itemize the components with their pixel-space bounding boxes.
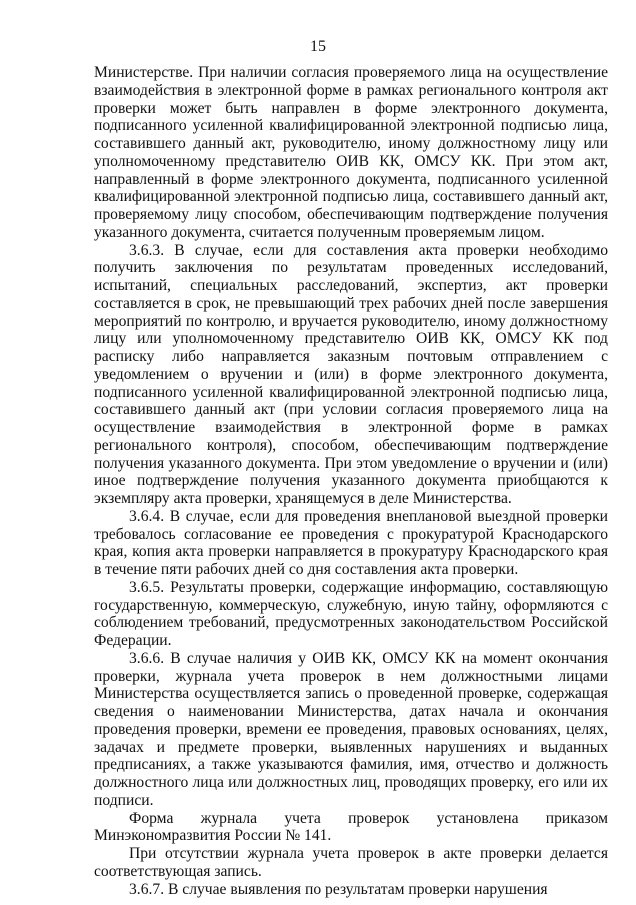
paragraph-3-6-3: 3.6.3. В случае, если для составления акта проверки необходимо получить заключения по результатам проведенных исследований, испытаний, специальных расследований, экспертиз, акт проверки составляется в срок, не превышающий трех рабочих дней после завершения мероприятий по контролю, и вручается руководителю, иному должностному лицу или уполномоченному представителю ОИВ КК, ОМСУ КК под расписку либо направляется заказным почтовым отправлением с уведомлением о вручении и (или) в форме электронного документа, подписанного усиленной квалифицированной электронной подписью лица, составившего данный акт (при условии согласия проверяемого лица на осуществление взаимодействия в электронной форме в рамках регионального контроля), способом, обеспечивающим подтверждение получения указанного документа. При этом уведомление о вручении и (или) иное подтверждение получения указанного документа приобщаются к экземпляру акта проверки, хранящемуся в деле Министерства. (94, 241, 608, 507)
form-note-word: установлена (436, 809, 519, 827)
form-note-word: проверок (348, 809, 410, 827)
form-note-continuation: Минэкономразвития России № 141. (94, 827, 332, 845)
form-note-word: учета (284, 809, 321, 827)
paragraph-3-6-6: 3.6.6. В случае наличия у ОИВ КК, ОМСУ КК на момент окончания проверки, журнала учета проверок в нем должностными лицами Министерства осуществляется запись о проведенной проверке, содержащая сведения о наименовании Министерства, датах начала и окончания проведения проверки, времени ее проведения, правовых основаниях, целях, задачах и предмете проверки, выявленных нарушениях и выданных предписаниях, а также указываются фамилия, имя, отчество и должность должностного лица или должностных лиц, проводящих проверку, его или их подписи. (94, 649, 608, 809)
form-note-word: Форма (129, 809, 174, 827)
paragraph-no-journal: При отсутствии журнала учета проверок в акте проверки делается соответствующая запись. (94, 845, 608, 880)
page-number: 15 (310, 38, 326, 55)
form-note-word: приказом (545, 809, 608, 827)
paragraph-3-6-5: 3.6.5. Результаты проверки, содержащие информацию, составляющую государственную, коммерческую, служебную, иную тайну, оформляются с соблюдением требований, предусмотренных законодательством Российской Федерации. (94, 578, 608, 649)
document-body (94, 64, 608, 898)
paragraph-continuation: Министерстве. При наличии согласия проверяемого лица на осуществление взаимодействия в электронной форме в рамках регионального контроля акт проверки может быть направлен в форме электронного документа, подписанного усиленной квалифицированной электронной подписью лица, составившего данный акт, руководителю, иному должностному лицу или уполномоченному представителю ОИВ КК, ОМСУ КК. При этом акт, направленный в форме электронного документа, подписанного усиленной квалифицированной электронной подписью лица, составившего данный акт, проверяемому лицу способом, обеспечивающим подтверждение получения указанного документа, считается полученным проверяемым лицом. (94, 64, 608, 241)
paragraph-3-6-7: 3.6.7. В случае выявления по результатам проверки нарушения (129, 880, 548, 898)
form-note-word: журнала (200, 809, 258, 827)
form-note-line (94, 810, 608, 828)
paragraph-3-6-4: 3.6.4. В случае, если для проведения внеплановой выездной проверки требовалось согласование ее проведения с прокуратурой Краснодарского края, копия акта проверки направляется в прокуратуру Краснодарского края в течение пяти рабочих дней со дня составления акта проверки. (94, 507, 608, 578)
